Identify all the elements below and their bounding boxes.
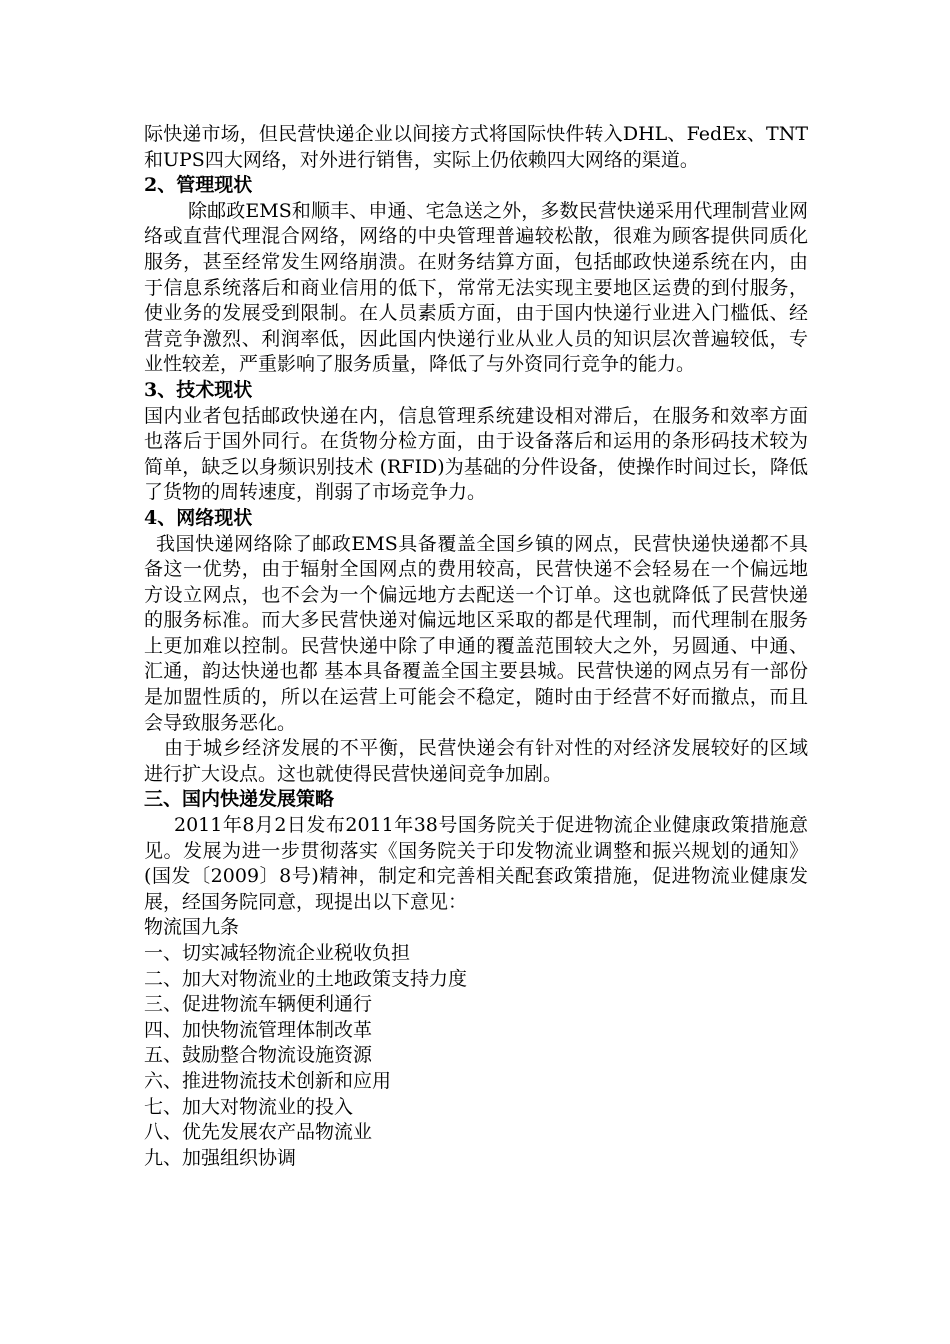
list-item: 九、加强组织协调: [144, 1146, 297, 1169]
heading-technology: 3、技术现状: [144, 378, 253, 401]
paragraph-strategy: 2011年8月2日发布2011年38号国务院关于促进物流企业健康政策措施意见。发展为进一步贯彻落实《国务院关于印发物流业调整和振兴规划的通知》(国发〔2009〕8号)精神，制定和完善相关配套政策措施，促进物流业健康发展，经国务院同意，现提出以下意见：: [144, 814, 808, 913]
list-item: 三、促进物流车辆便利通行: [144, 993, 373, 1016]
list-item: 四、加快物流管理体制改革: [144, 1018, 373, 1041]
list-title: 物流国九条: [144, 916, 240, 939]
list-item: 六、推进物流技术创新和应用: [144, 1069, 392, 1092]
paragraph-intro: 际快递市场，但民营快递企业以间接方式将国际快件转入DHL、FedEx、TNT和UPS四大网络，对外进行销售，实际上仍依赖四大网络的渠道。: [144, 123, 808, 171]
paragraph-technology: 国内业者包括邮政快递在内，信息管理系统建设相对滞后，在服务和效率方面也落后于国外同行。在货物分检方面，由于设备落后和运用的条形码技术较为简单，缺乏以身频识别技术 (RFID)为基础的分件设备，使操作时间过长，降低了货物的周转速度，削弱了市场竞争力。: [144, 404, 808, 504]
list-item: 五、鼓励整合物流设施资源: [144, 1044, 373, 1067]
heading-management: 2、管理现状: [144, 174, 253, 197]
list-item: 一、切实减轻物流企业税收负担: [144, 942, 411, 964]
paragraph-network-2: 由于城乡经济发展的不平衡，民营快递会有针对性的对经济发展较好的区域进行扩大设点。这也就使得民营快递间竞争加剧。: [144, 737, 808, 785]
paragraph-management: 除邮政EMS和顺丰、申通、宅急送之外，多数民营快递采用代理制营业网络或直营代理混合网络，网络的中央管理普遍较松散，很难为顾客提供同质化服务，甚至经常发生网络崩溃。在财务结算方面，包括邮政快递系统在内，由于信息系统落后和商业信用的低下，常常无法实现主要地区运费的到付服务，使业务的发展受到限制。在人员素质方面，由于国内快递行业进入门槛低、经营竞争激烈、利润率低，因此国内快递行业从业人员的知识层次普遍较低，专业性较差，严重影响了服务质量，降低了与外资同行竞争的能力。: [144, 199, 808, 376]
heading-network: 4、网络现状: [144, 506, 253, 529]
heading-strategy: 三、国内快递发展策略: [144, 788, 335, 811]
document-body: [144, 122, 808, 1171]
paragraph-network-1: 我国快递网络除了邮政EMS具备覆盖全国乡镇的网点，民营快递快递都不具备这一优势，由于辐射全国网点的费用较高，民营快递不会轻易在一个偏远地方设立网点，也不会为一个偏远地方去配送一个订单。这也就降低了民营快递的服务标准。而大多民营快递对偏远地区采取的都是代理制，而代理制在服务上更加难以控制。民营快递中除了申通的覆盖范围较大之外，另圆通、中通、汇通，韵达快递也都 基本具备覆盖全国主要县城。民营快递的网点另有一部份是加盟性质的，所以在运营上可能会不稳定，随时由于经营不好而撤点，而且会导致服务恶化。: [144, 532, 808, 734]
list-item: 七、加大对物流业的投入: [144, 1095, 354, 1118]
list-item: 八、优先发展农产品物流业: [144, 1121, 373, 1144]
nine-measures-list: [144, 941, 808, 1171]
list-item: 二、加大对物流业的土地政策支持力度: [144, 967, 468, 990]
